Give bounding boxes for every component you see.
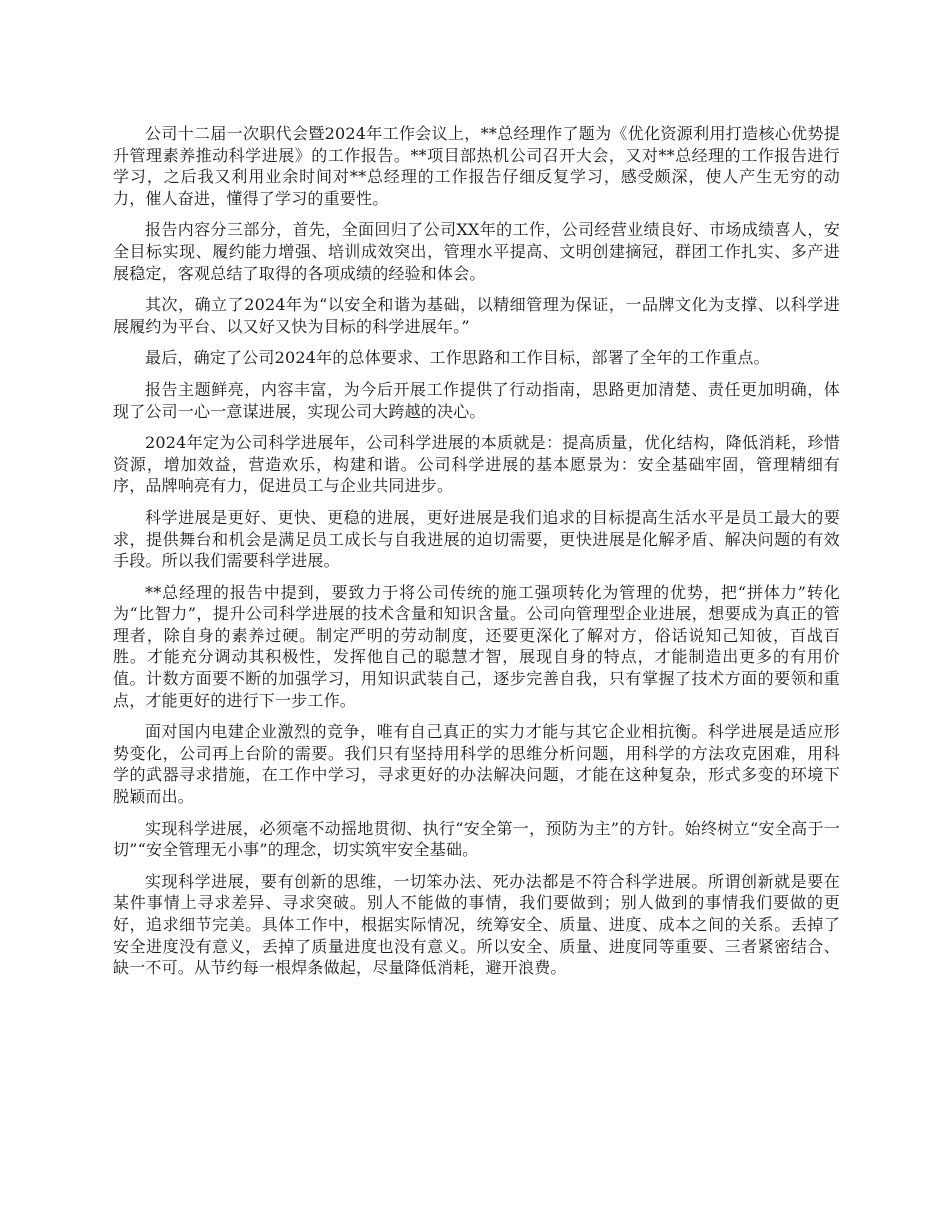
- paragraph: 面对国内电建企业激烈的竞争，唯有自己真正的实力才能与其它企业相抗衡。科学进展是适应形势变化，公司再上台阶的需要。我们只有坚持用科学的思维分析问题，用科学的方法攻克困难，用科学的武器寻求措施，在工作中学习，寻求更好的办法解决问题，才能在这种复杂，形式多变的环境下脱颖而出。: [113, 722, 840, 807]
- paragraph: **总经理的报告中提到，要致力于将公司传统的施工强项转化为管理的优势，把“拼体力”转化为“比智力”，提升公司科学进展的技术含量和知识含量。公司向管理型企业进展，想要成为真正的管理者，除自身的素养过硬。制定严明的劳动制度，还要更深化了解对方，俗话说知己知彼，百战百胜。才能充分调动其积极性，发挥他自己的聪慧才智，展现自身的特点，才能制造出更多的有用价值。计数方面要不断的加强学习，用知识武装自己，逐步完善自我，只有掌握了技术方面的要领和重点，才能更好的进行下一步工作。: [113, 582, 840, 710]
- paragraph: 最后，确定了公司2024年的总体要求、工作思路和工作目标，部署了全年的工作重点。: [145, 348, 770, 368]
- paragraph: 公司十二届一次职代会暨2024年工作会议上，**总经理作了题为《优化资源利用打造核心优势提升管理素养推动科学进展》的工作报告。**项目部热机公司召开大会，又对**总经理的工作报告进行学习，之后我又利用业余时间对**总经理的工作报告仔细反复学习，感受颇深，使人产生无穷的动力，催人奋进，懂得了学习的重要性。: [113, 124, 840, 208]
- document-body: [113, 123, 840, 989]
- paragraph: 报告主题鲜亮，内容丰富，为今后开展工作提供了行动指南，思路更加清楚、责任更加明确，体现了公司一心一意谋进展，实现公司大跨越的决心。: [113, 379, 840, 421]
- paragraph: 科学进展是更好、更快、更稳的进展，更好进展是我们追求的目标提高生活水平是员工最大的要求，提供舞台和机会是满足员工成长与自我进展的迫切需要，更快进展是化解矛盾、解决问题的有效手段。所以我们需要科学进展。: [113, 507, 840, 571]
- paragraph: 其次，确立了2024年为“以安全和谐为基础，以精细管理为保证，一品牌文化为支撑、以科学进展履约为平台、以又好又快为目标的科学进展年。”: [113, 295, 840, 336]
- paragraph: 报告内容分三部分，首先，全面回归了公司XX年的工作，公司经营业绩良好、市场成绩喜人，安全目标实现、履约能力增强、培训成效突出，管理水平提高、文明创建摘冠，群团工作扎实、多产进展稳定，客观总结了取得的各项成绩的经验和体会。: [113, 220, 840, 283]
- paragraph: 2024年定为公司科学进展年，公司科学进展的本质就是：提高质量，优化结构，降低消耗，珍惜资源，增加效益，营造欢乐，构建和谐。公司科学进展的基本愿景为：安全基础牢固，管理精细有序，品牌响亮有力，促进员工与企业共同进步。: [113, 433, 840, 496]
- paragraph: 实现科学进展，要有创新的思维，一切笨办法、死办法都是不符合科学进展。所谓创新就是要在某件事情上寻求差异、寻求突破。别人不能做的事情，我们要做到；别人做到的事情我们要做的更好，追求细节完美。具体工作中，根据实际情况，统筹安全、质量、进度、成本之间的关系。丢掉了安全进度没有意义，丢掉了质量进度也没有意义。所以安全、质量、进度同等重要、三者紧密结合、缺一不可。从节约每一根焊条做起，尽量降低消耗，避开浪费。: [113, 871, 840, 978]
- paragraph: 实现科学进展，必须毫不动摇地贯彻、执行“安全第一，预防为主”的方针。始终树立“安全高于一切”“安全管理无小事”的理念，切实筑牢安全基础。: [113, 818, 840, 860]
